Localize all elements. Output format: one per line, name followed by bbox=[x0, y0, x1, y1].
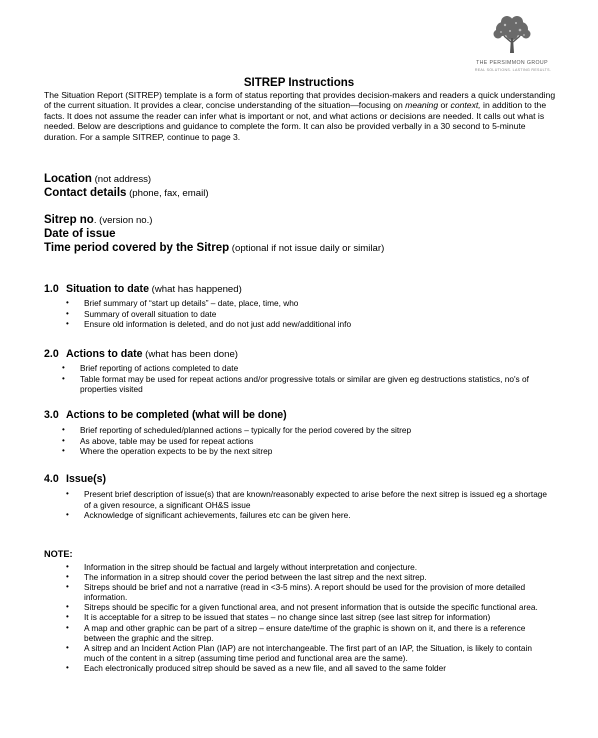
intro-emphasis: context, bbox=[450, 100, 481, 111]
note-item-text: Information in the sitrep should be factual and largely without interpretation and conjecture. bbox=[84, 562, 417, 572]
list-item-text: Present brief description of issue(s) that are known/reasonably expected to arise before the next sitrep is issued eg a shortage of a given resource, a significant OH&S issue bbox=[84, 489, 548, 510]
note-heading: NOTE: bbox=[44, 549, 73, 559]
list-item-text: Where the operation expects to be by the next sitrep bbox=[80, 446, 273, 457]
location-field bbox=[44, 173, 151, 185]
list-item-text: Brief summary of “start up details” – date, place, time, who bbox=[84, 298, 299, 308]
list-item-text: Brief reporting of actions completed to date bbox=[80, 363, 239, 373]
period-hint: (optional if not issue daily or similar) bbox=[229, 243, 385, 254]
note-item bbox=[66, 572, 552, 582]
list-item bbox=[62, 446, 552, 457]
sitrep-no-field bbox=[44, 214, 153, 226]
company-logo bbox=[462, 14, 562, 70]
list-item bbox=[66, 510, 552, 521]
section-heading bbox=[44, 409, 287, 421]
section-number: 1.0 bbox=[44, 283, 59, 295]
list-item bbox=[62, 363, 552, 374]
section-title: Situation to date bbox=[66, 283, 149, 295]
location-hint: (not address) bbox=[91, 174, 152, 185]
note-item bbox=[66, 623, 552, 643]
list-item-text: Table format may be used for repeat actions and/or progressive totals or similar are given eg destructions statistics, no's of properties visited bbox=[80, 373, 529, 395]
section-list bbox=[66, 489, 552, 521]
intro-emphasis: meaning bbox=[405, 100, 439, 111]
note-item-text: It is acceptable for a sitrep to be issued that states – no change since last sitrep (see last sitrep for information) bbox=[84, 612, 491, 623]
list-item-text: Brief reporting of scheduled/planned actions – typically for the period covered by the sitrep bbox=[80, 425, 412, 435]
section-title: Issue(s) bbox=[66, 473, 107, 485]
location-label: Location bbox=[44, 173, 92, 185]
sitrep-no-label: Sitrep no bbox=[44, 214, 94, 226]
note-item bbox=[66, 643, 552, 663]
note-item-text: The information in a sitrep should cover the period between the last sitrep and the next sitrep. bbox=[84, 572, 427, 583]
intro-text: or bbox=[438, 100, 451, 111]
note-item bbox=[66, 562, 552, 572]
section-heading bbox=[44, 473, 106, 485]
bullet-icon: • bbox=[66, 298, 69, 307]
bullet-icon: • bbox=[66, 489, 69, 498]
bullet-icon: • bbox=[66, 642, 69, 652]
list-item-text: Acknowledge of significant achievements, failures etc can be given here. bbox=[84, 510, 351, 521]
logo-name: THE PERSIMMON GROUP bbox=[476, 60, 548, 66]
list-item bbox=[66, 309, 546, 320]
bullet-icon: • bbox=[66, 562, 69, 571]
sitrep-no-hint: . (version no.) bbox=[93, 215, 153, 226]
list-item bbox=[62, 436, 552, 447]
list-item-text: As above, table may be used for repeat actions bbox=[80, 435, 254, 446]
bullet-icon: • bbox=[66, 582, 69, 592]
note-list bbox=[66, 562, 552, 673]
section-number: 3.0 bbox=[44, 409, 59, 421]
section-heading bbox=[44, 283, 242, 295]
list-item bbox=[66, 489, 552, 510]
intro-text: in addition to the facts. It does not assume the reader can infer what is important or not, and what actions or decisions are needed. It calls out what is needed. Below are descriptions and guidance to complete the form. It can also be provided verbally in a 30 second to 5-minute duration. For a sample SITREP, continue to page 3. bbox=[44, 100, 547, 142]
note-item-text: Each electronically produced sitrep should be saved as a new file, and all saved to the same folder bbox=[84, 662, 447, 673]
bullet-icon: • bbox=[66, 319, 69, 329]
note-item-text: Sitreps should be specific for a given functional area, and not present information that is outside the specific functional area. bbox=[84, 602, 538, 613]
bullet-icon: • bbox=[66, 308, 69, 318]
tree-icon bbox=[490, 14, 534, 54]
bullet-icon: • bbox=[66, 510, 69, 520]
bullet-icon: • bbox=[66, 622, 69, 632]
period-field bbox=[44, 242, 384, 254]
list-item-text: Summary of overall situation to date bbox=[84, 308, 217, 319]
bullet-icon: • bbox=[62, 446, 65, 456]
bullet-icon: • bbox=[62, 373, 65, 383]
contact-label: Contact details bbox=[44, 187, 127, 199]
section-title: Actions to date bbox=[66, 348, 143, 360]
contact-hint: (phone, fax, email) bbox=[126, 188, 209, 199]
section-list bbox=[62, 363, 552, 395]
section-title: Actions to be completed (what will be done) bbox=[66, 409, 287, 421]
page-title: SITREP Instructions bbox=[243, 77, 355, 89]
list-item bbox=[62, 374, 552, 395]
list-item bbox=[66, 319, 546, 330]
date-field bbox=[44, 228, 116, 240]
note-item bbox=[66, 602, 552, 612]
list-item-text: Ensure old information is deleted, and do not just add new/additional info bbox=[84, 319, 352, 330]
logo-tagline: REAL SOLUTIONS. LASTING RESULTS. bbox=[474, 68, 552, 72]
section-number: 4.0 bbox=[44, 473, 59, 485]
section-list bbox=[66, 298, 546, 330]
note-item-text: A sitrep and an Incident Action Plan (IAP) are not interchangeable. The first part of an IAP, the Situation, is likely to contain much of the content in a sitrep (assuming time period and functional area are the same). bbox=[84, 642, 532, 663]
section-list bbox=[62, 425, 552, 457]
note-item bbox=[66, 582, 552, 602]
bullet-icon: • bbox=[62, 425, 65, 434]
intro-paragraph bbox=[44, 90, 556, 142]
period-label: Time period covered by the Sitrep bbox=[44, 242, 230, 254]
bullet-icon: • bbox=[66, 662, 69, 672]
bullet-icon: • bbox=[62, 435, 65, 445]
bullet-icon: • bbox=[66, 602, 69, 612]
bullet-icon: • bbox=[62, 363, 65, 372]
date-label: Date of issue bbox=[44, 228, 116, 240]
note-item bbox=[66, 663, 552, 673]
bullet-icon: • bbox=[66, 612, 69, 622]
contact-field bbox=[44, 187, 209, 199]
section-number: 2.0 bbox=[44, 348, 59, 360]
note-item bbox=[66, 612, 552, 622]
list-item bbox=[66, 298, 546, 309]
section-hint: (what has been done) bbox=[142, 349, 238, 360]
note-item-text: Sitreps should be brief and not a narrative (read in <3-5 mins). A report should be used for the provision of more detailed information. bbox=[84, 582, 526, 603]
list-item bbox=[62, 425, 552, 436]
section-heading bbox=[44, 348, 238, 360]
intro-text: The Situation Report (SITREP) template is a form of status reporting that provides decision-makers and readers a quick understanding of the current situation. It provides a clear, concise understanding of the situation—focusing on bbox=[44, 90, 556, 111]
bullet-icon: • bbox=[66, 572, 69, 582]
note-item-text: A map and other graphic can be part of a sitrep – ensure date/time of the graphic is shown on it, and there is a reference between the graphic and the sitrep. bbox=[84, 622, 526, 643]
section-hint: (what has happened) bbox=[148, 284, 242, 295]
